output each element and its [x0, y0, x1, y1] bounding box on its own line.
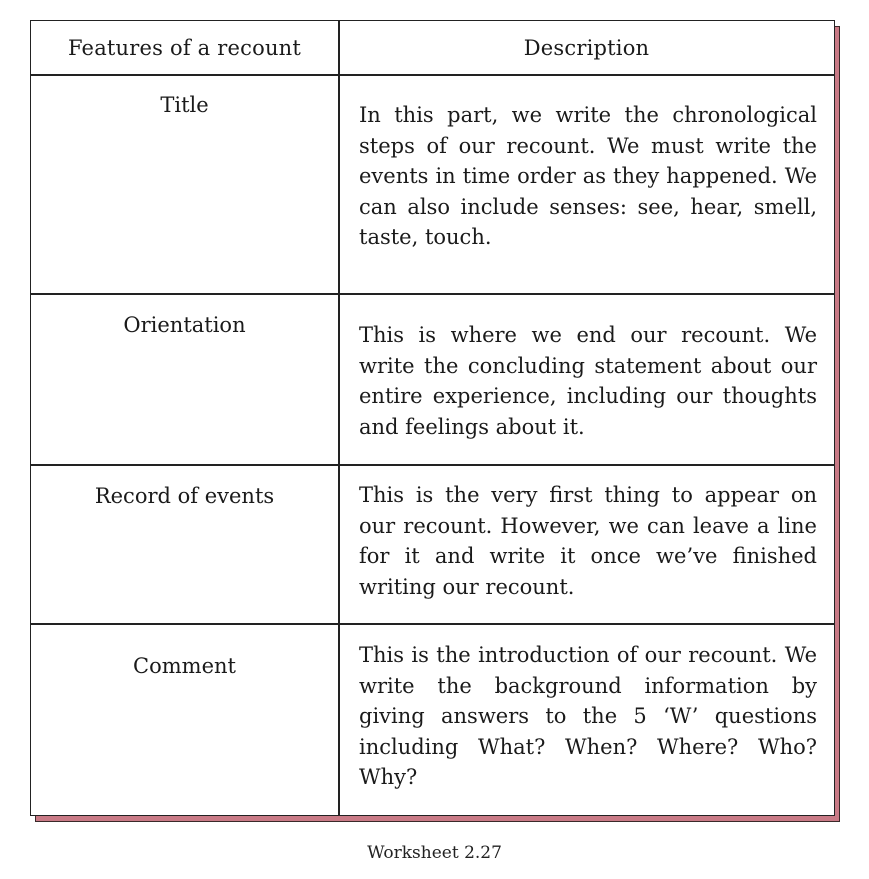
row-divider: [31, 623, 834, 625]
recount-features-table: [30, 20, 835, 816]
description-record-of-events: This is the very first thing to appear on our recount. However, we can leave a line for it and write it once we’ve finished writing our recount.: [359, 483, 817, 599]
header-features: Features of a recount: [67, 35, 302, 60]
feature-orientation: Orientation: [123, 313, 246, 337]
row-divider: [31, 464, 834, 466]
worksheet-caption: Worksheet 2.27: [367, 843, 502, 863]
column-divider: [338, 21, 340, 815]
feature-title: Title: [160, 93, 209, 117]
description-comment: This is the introduction of our recount. We write the background information by giving answers to the 5 ‘W’ questions including What? When? Where? Who? Why?: [359, 643, 817, 790]
row-divider: [31, 293, 834, 295]
feature-record-of-events: Record of events: [94, 484, 275, 508]
header-description: Description: [523, 35, 650, 60]
row-divider: [31, 74, 834, 76]
description-title: In this part, we write the chronological steps of our recount. We must write the events in time order as they happened. We can also include senses: see, hear, smell, taste, touch.: [359, 103, 817, 250]
feature-comment: Comment: [133, 654, 236, 678]
description-orientation: This is where we end our recount. We write the concluding statement about our entire experience, including our thoughts and feelings about it.: [359, 323, 817, 439]
